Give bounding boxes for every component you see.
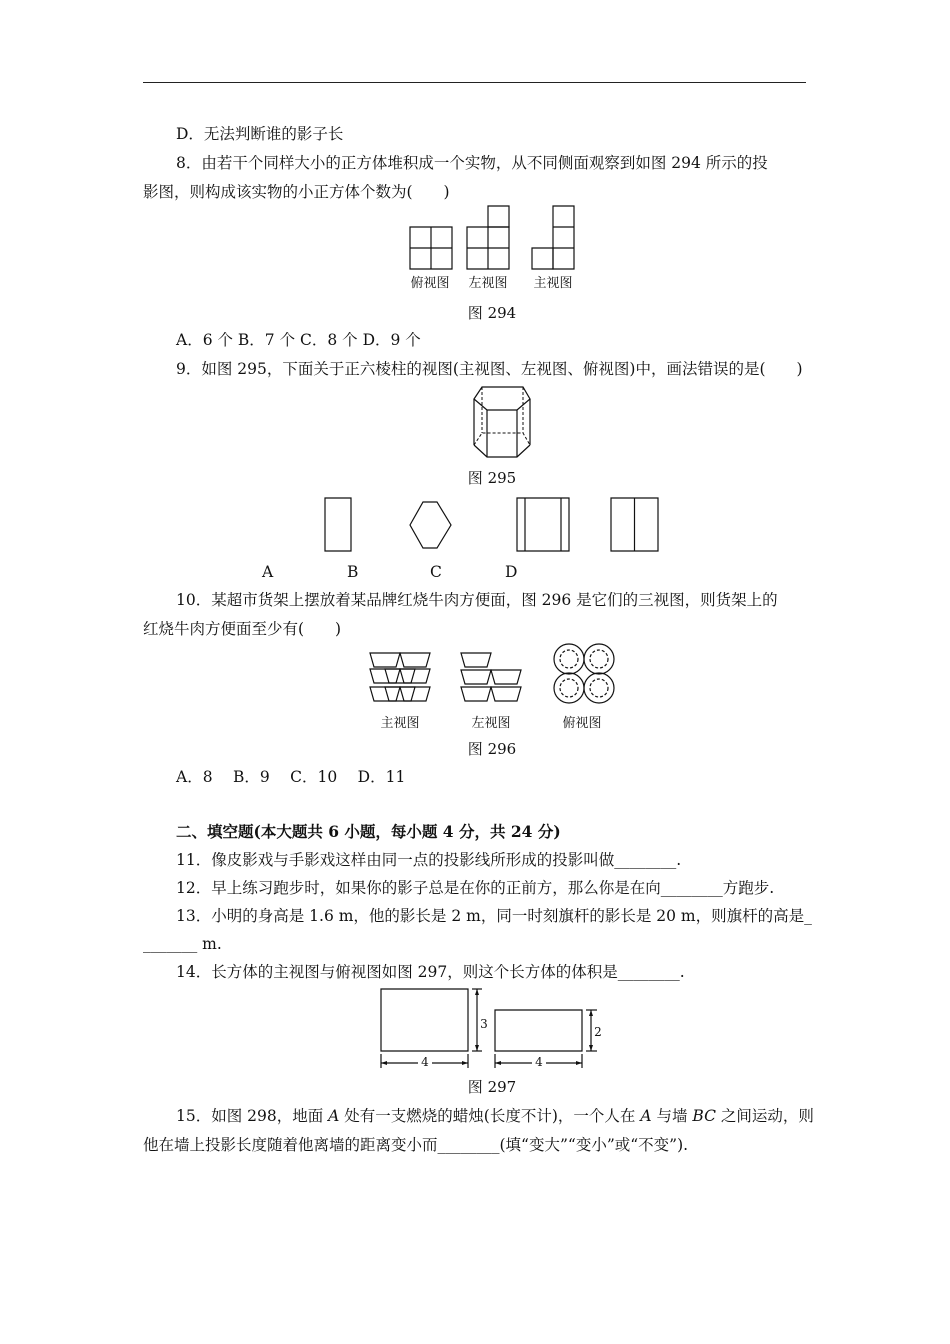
figure-297-caption: 图 297 — [467, 1078, 517, 1096]
q14-top-width-label: 4 — [532, 1054, 546, 1070]
q14-text: 14．长方体的主视图与俯视图如图 297，则这个长方体的体积是________. — [176, 963, 685, 981]
q8-label-front-view: 主视图 — [533, 276, 573, 291]
q14-front-height-label: 3 — [478, 1016, 490, 1032]
q11-text: 11．像皮影戏与手影戏这样由同一点的投影线所形成的投影叫做________. — [176, 851, 682, 869]
q8-text-line1: 8．由若干个同样大小的正方体堆积成一个实物，从不同侧面观察到如图 294 所示的投 — [176, 154, 768, 172]
figure-296-caption: 图 296 — [467, 740, 517, 758]
left-view-bowls — [461, 653, 521, 701]
q8-text-line2: 影图，则构成该实物的小正方体个数为( ) — [143, 183, 450, 201]
left-view-grid — [467, 206, 509, 269]
q10-options: A．8 B．9 C．10 D．11 — [176, 768, 406, 786]
q15-text-line1: 15．如图 298，地面 A 处有一支燃烧的蜡烛(长度不计)，一个人在 A 与墙 BC 之间运动，则 — [176, 1107, 814, 1125]
front-view-rectangle — [381, 989, 468, 1051]
wall-bc-label: BC — [692, 1107, 716, 1125]
q8-label-top-view: 俯视图 — [410, 276, 450, 291]
figure-295-hexagonal-prism — [465, 385, 535, 465]
figure-295-caption: 图 295 — [467, 469, 517, 487]
q8-label-left-view: 左视图 — [468, 276, 508, 291]
front-view-bowls — [370, 653, 430, 701]
q8-options: A．6 个 B．7 个 C．8 个 D．9 个 — [176, 331, 421, 349]
q9-option-a-label: A — [262, 563, 274, 581]
q14-top-height-label: 2 — [592, 1024, 604, 1040]
q10-text-line1: 10．某超市货架上摆放着某品牌红烧牛肉方便面，图 296 是它们的三视图，则货架上的 — [176, 591, 778, 609]
q15-text-line2: 他在墙上投影长度随着他离墙的距离变小而________(填“变大”“变小”或“不变”). — [143, 1136, 689, 1154]
q13-text-line1: 13．小明的身高是 1.6 m，他的影长是 2 m，同一时刻旗杆的影长是 20 m，则旗杆的高是_ — [176, 907, 812, 925]
section-2-title: 二、填空题(本大题共 6 小题，每小题 4 分，共 24 分) — [176, 822, 561, 841]
option-a-figure — [325, 498, 351, 551]
q10-label-left-view: 左视图 — [471, 716, 511, 731]
figure-297 — [378, 986, 603, 1071]
figure-294-caption: 图 294 — [467, 304, 517, 322]
q9-option-d-label: D — [505, 563, 518, 581]
q9-option-b-label: B — [347, 563, 359, 581]
q10-label-front-view: 主视图 — [380, 716, 420, 731]
q14-front-width-label: 4 — [418, 1054, 432, 1070]
option-c-figure — [517, 498, 569, 551]
front-view-grid — [532, 206, 574, 269]
q9-option-c-label: C — [430, 563, 442, 581]
q13-text-line2: _______ m. — [143, 935, 222, 953]
q10-text-line2: 红烧牛肉方便面至少有( ) — [143, 620, 342, 638]
figure-296 — [365, 643, 620, 709]
q12-text: 12．早上练习跑步时，如果你的影子总是在你的正前方，那么你是在向________方跑步. — [176, 879, 775, 897]
option-d-figure — [611, 498, 658, 551]
q9-option-figures — [320, 496, 665, 554]
point-a-label: A — [328, 1107, 340, 1125]
figure-294 — [405, 205, 580, 275]
point-a-label-2: A — [640, 1107, 652, 1125]
q7-option-d: D．无法判断谁的影子长 — [176, 125, 344, 143]
top-view-rectangle — [495, 1010, 582, 1051]
top-view-circles — [554, 644, 614, 703]
header-rule — [143, 82, 806, 83]
q9-text-line1: 9．如图 295，下面关于正六棱柱的视图(主视图、左视图、俯视图)中，画法错误的是( ) — [176, 360, 803, 378]
q10-label-top-view: 俯视图 — [562, 716, 602, 731]
option-b-figure — [410, 502, 451, 548]
